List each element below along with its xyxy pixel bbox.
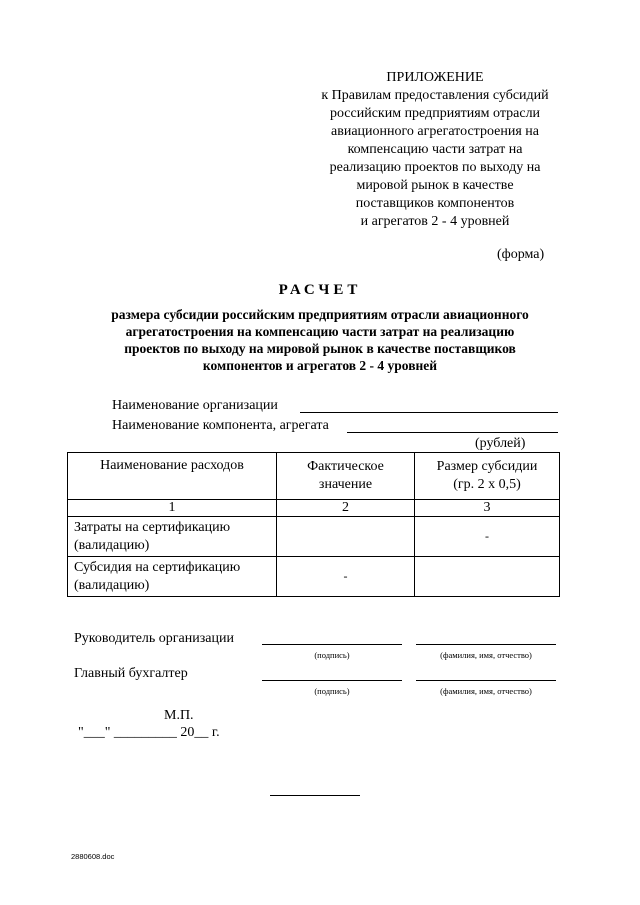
header-text: Фактическое — [307, 459, 384, 474]
appendix-line: компенсацию части затрат на — [347, 142, 523, 157]
appendix-line: авиационного агрегатостроения на — [331, 124, 539, 139]
document-filename: 2880608.doc — [71, 852, 115, 861]
appendix-line: поставщиков компонентов — [355, 196, 515, 211]
organization-field-label: Наименование организации — [112, 398, 278, 413]
component-field-label: Наименование компонента, агрегата — [112, 418, 329, 433]
document-title: РАСЧЕТ — [278, 282, 362, 298]
appendix-title: ПРИЛОЖЕНИЕ — [386, 70, 484, 85]
form-label: (форма) — [497, 247, 545, 262]
signature-caption: (подпись) — [314, 650, 350, 660]
row-name: (валидацию) — [74, 537, 150, 553]
column-number: 3 — [415, 500, 560, 517]
appendix-line: к Правилам предоставления субсидий — [321, 88, 549, 103]
separator-line — [270, 795, 360, 796]
table-header-row — [68, 453, 560, 500]
header-cell — [277, 453, 415, 500]
head-signature-label: Руководитель организации — [74, 631, 234, 646]
subtitle-line: проектов по выходу на мировой рынок в качестве поставщиков — [124, 341, 516, 356]
appendix-line: и агрегатов 2 - 4 уровней — [360, 214, 510, 229]
calculation-table — [67, 452, 560, 597]
table-row — [68, 557, 560, 597]
stamp-label: М.П. — [164, 708, 194, 723]
appendix-line: реализацию проектов по выходу на — [329, 160, 541, 175]
subtitle-line: размера субсидии российским предприятиям отрасли авиационного — [111, 307, 529, 322]
subtitle-line: компонентов и агрегатов 2 - 4 уровней — [202, 358, 438, 373]
head-signature-line[interactable] — [262, 644, 402, 645]
organization-field-line[interactable] — [300, 412, 558, 413]
accountant-signature-label: Главный бухгалтер — [74, 666, 188, 681]
accountant-signature-line[interactable] — [262, 680, 402, 681]
header-text: (гр. 2 x 0,5) — [453, 477, 521, 492]
subsidy-amount-cell[interactable] — [415, 557, 560, 597]
actual-value-cell[interactable]: - — [277, 557, 415, 597]
header-text: Наименование расходов — [100, 458, 244, 473]
subtitle-line: агрегатостроения на компенсацию части затрат на реализацию — [125, 324, 515, 339]
appendix-line: мировой рынок в качестве — [356, 178, 514, 193]
header-cell — [415, 453, 560, 500]
date-line: "___" _________ 20__ г. — [78, 725, 220, 740]
row-name: (валидацию) — [74, 577, 150, 593]
row-name: Субсидия на сертификацию — [74, 559, 241, 575]
row-name-cell — [68, 557, 277, 597]
head-name-line[interactable] — [416, 644, 556, 645]
table-row — [68, 517, 560, 557]
row-name-cell — [68, 517, 277, 557]
subsidy-amount-cell[interactable]: - — [415, 517, 560, 557]
header-text: значение — [318, 477, 373, 492]
header-text: Размер субсидии — [436, 459, 538, 474]
column-number: 1 — [68, 500, 277, 517]
name-caption: (фамилия, имя, отчество) — [440, 686, 532, 696]
name-caption: (фамилия, имя, отчество) — [440, 650, 532, 660]
signature-caption: (подпись) — [314, 686, 350, 696]
document-subtitle — [60, 306, 580, 374]
appendix-line: российским предприятиям отрасли — [329, 106, 541, 121]
column-number: 2 — [277, 500, 415, 517]
column-number-row — [68, 500, 560, 517]
accountant-name-line[interactable] — [416, 680, 556, 681]
units-label: (рублей) — [475, 436, 526, 451]
header-cell — [68, 453, 277, 500]
appendix-header — [300, 69, 570, 231]
row-name: Затраты на сертификацию — [74, 519, 231, 535]
actual-value-cell[interactable] — [277, 517, 415, 557]
component-field-line[interactable] — [347, 432, 558, 433]
